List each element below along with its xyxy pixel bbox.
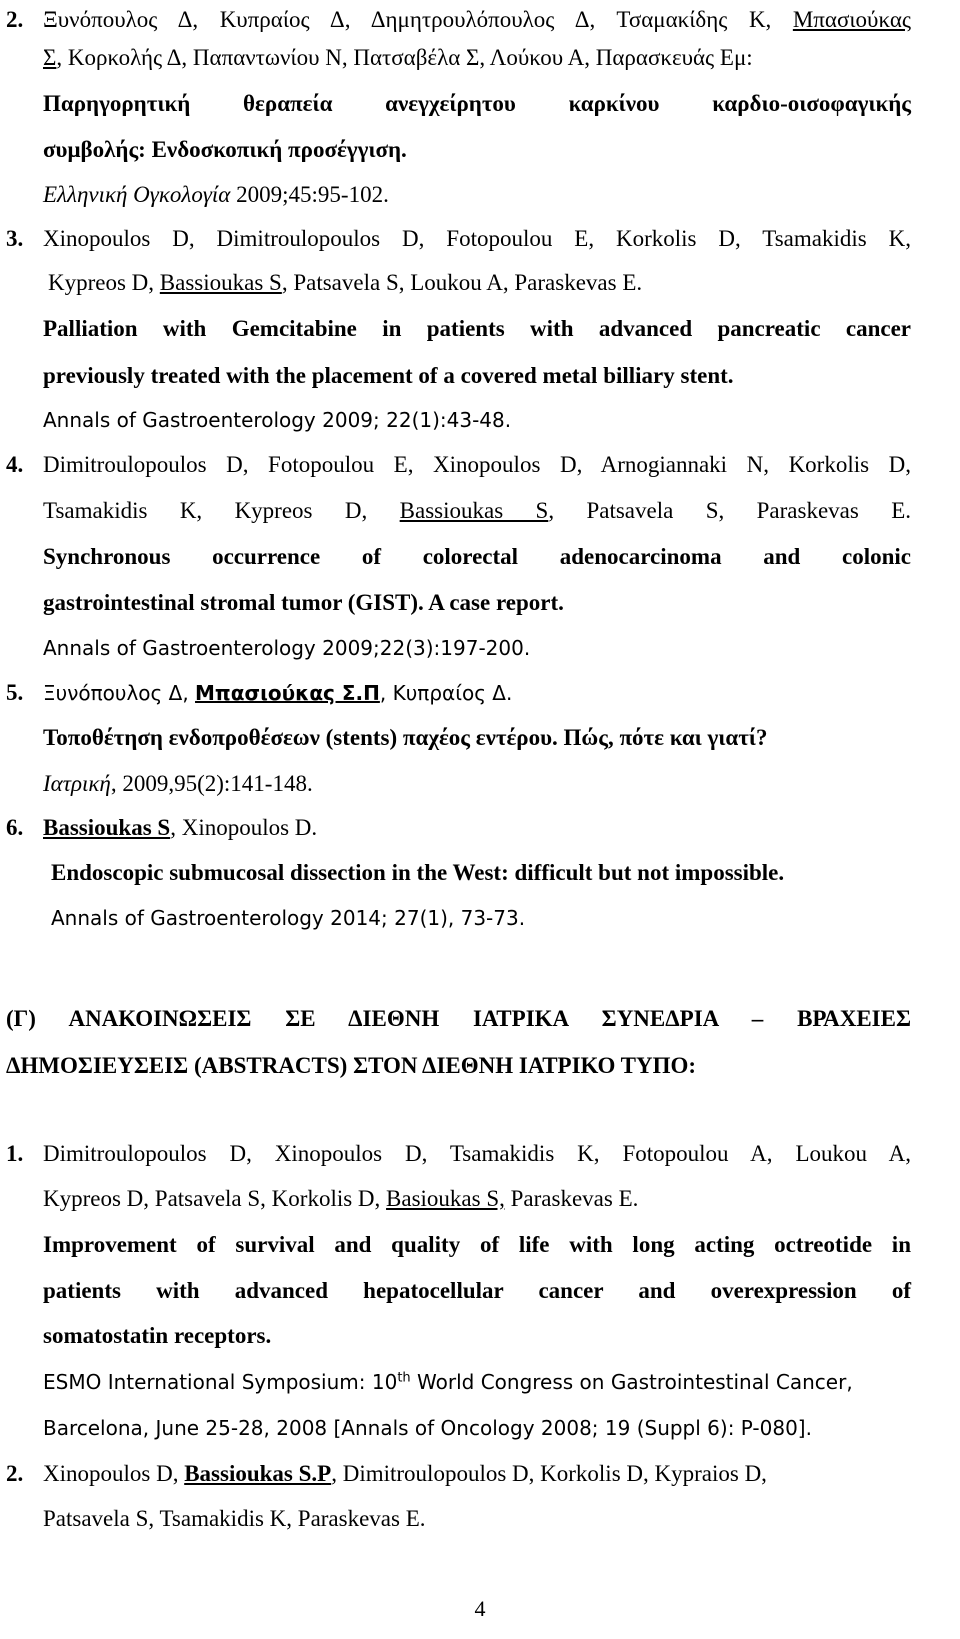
- page-number: 4: [474, 1596, 486, 1621]
- entry-number: 4.: [6, 452, 24, 477]
- entry-journal: Annals of Gastroenterology 2009; 22(1):43-48.: [43, 408, 512, 432]
- entry-authors-line: Σ, Κορκολής Δ, Παπαντωνίου Ν, Πατσαβέλα Σ, Λούκου Α, Παρασκευάς Εμ:: [43, 45, 753, 70]
- entry-number: 3.: [6, 226, 24, 251]
- entry-authors-line: Bassioukas S, Xinopoulos D.: [43, 815, 318, 840]
- entry-number: 5.: [6, 680, 24, 705]
- section-heading-line: (Γ) ΑΝΑΚΟΙΝΩΣΕΙΣ ΣΕ ΔΙΕΘΝΗ ΙΑΤΡΙΚΑ ΣΥΝΕΔΡΙΑ – ΒΡΑΧΕΙΕΣ: [6, 1006, 911, 1031]
- entry-title: Τοποθέτηση ενδοπροθέσεων (stents) παχέος εντέρου. Πώς, πότε και γιατί?: [43, 725, 768, 750]
- entry-authors-line: Tsamakidis K, Kypreos D, Bassioukas S, Patsavela S, Paraskevas E.: [43, 498, 912, 523]
- entry-number: 2.: [6, 1461, 24, 1486]
- entry-authors-line: Kypreos D, Bassioukas S, Patsavela S, Loukou A, Paraskevas E.: [48, 270, 643, 295]
- entry-title: previously treated with the placement of a covered metal billiary stent.: [43, 363, 734, 388]
- entry-title: συμβολής: Ενδοσκοπική προσέγγιση.: [43, 137, 407, 162]
- entry-number: 6.: [6, 815, 24, 840]
- entry-authors-line: Dimitroulopoulos D, Fotopoulou E, Xinopoulos D, Arnogiannaki N, Korkolis D,: [43, 452, 911, 477]
- entry-authors-line: Patsavela S, Tsamakidis K, Paraskevas E.: [43, 1506, 426, 1531]
- entry-number: 2.: [6, 7, 24, 32]
- entry-number: 1.: [6, 1141, 24, 1166]
- entry-journal: Annals of Gastroenterology 2014; 27(1), 73-73.: [51, 906, 526, 930]
- entry-journal: ESMO International Symposium: 10th World Congress on Gastrointestinal Cancer,: [43, 1370, 853, 1394]
- entry-journal: Ελληνική Ογκολογία 2009;45:95-102.: [43, 182, 389, 207]
- entry-title: patients with advanced hepatocellular cancer and overexpression of: [43, 1278, 911, 1303]
- entry-authors-line: Kypreos D, Patsavela S, Korkolis D, Basioukas S, Paraskevas E.: [43, 1186, 639, 1211]
- entry-authors-line: Xinopoulos D, Bassioukas S.P, Dimitroulopoulos D, Korkolis D, Kypraios D,: [43, 1461, 767, 1486]
- entry-title: Palliation with Gemcitabine in patients with advanced pancreatic cancer: [43, 316, 911, 341]
- entry-title: gastrointestinal stromal tumor (GIST). A case report.: [43, 590, 564, 615]
- section-heading-line: ΔΗΜΟΣΙΕΥΣΕΙΣ (ABSTRACTS) ΣΤΟΝ ΔΙΕΘΝΗ ΙΑΤΡΙΚΟ ΤΥΠΟ:: [6, 1053, 697, 1078]
- entry-authors-line: Xinopoulos D, Dimitroulopoulos D, Fotopoulou E, Korkolis D, Tsamakidis K,: [43, 226, 911, 251]
- entry-title: Improvement of survival and quality of life with long acting octreotide in: [43, 1232, 911, 1257]
- entry-title: somatostatin receptors.: [43, 1323, 272, 1348]
- entry-journal: Barcelona, June 25-28, 2008 [Annals of Oncology 2008; 19 (Suppl 6): P-080].: [43, 1416, 812, 1440]
- entry-authors-line: Ξυνόπουλος Δ, Κυπραίος Δ, Δημητρουλόπουλος Δ, Τσαμακίδης Κ, Μπασιούκας: [43, 7, 911, 32]
- entry-journal: Annals of Gastroenterology 2009;22(3):197-200.: [43, 636, 531, 660]
- entry-title: Endoscopic submucosal dissection in the West: difficult but not impossible.: [51, 860, 785, 885]
- entry-authors-line: Dimitroulopoulos D, Xinopoulos D, Tsamakidis K, Fotopoulou A, Loukou A,: [43, 1141, 911, 1166]
- entry-title: Synchronous occurrence of colorectal adenocarcinoma and colonic: [43, 544, 911, 569]
- entry-title: Παρηγορητική θεραπεία ανεγχείρητου καρκίνου καρδιο-οισοφαγικής: [43, 91, 911, 116]
- entry-journal: Ιατρική, 2009,95(2):141-148.: [43, 771, 313, 796]
- entry-authors-line: Ξυνόπουλος Δ, Μπασιούκας Σ.Π, Κυπραίος Δ.: [43, 681, 513, 705]
